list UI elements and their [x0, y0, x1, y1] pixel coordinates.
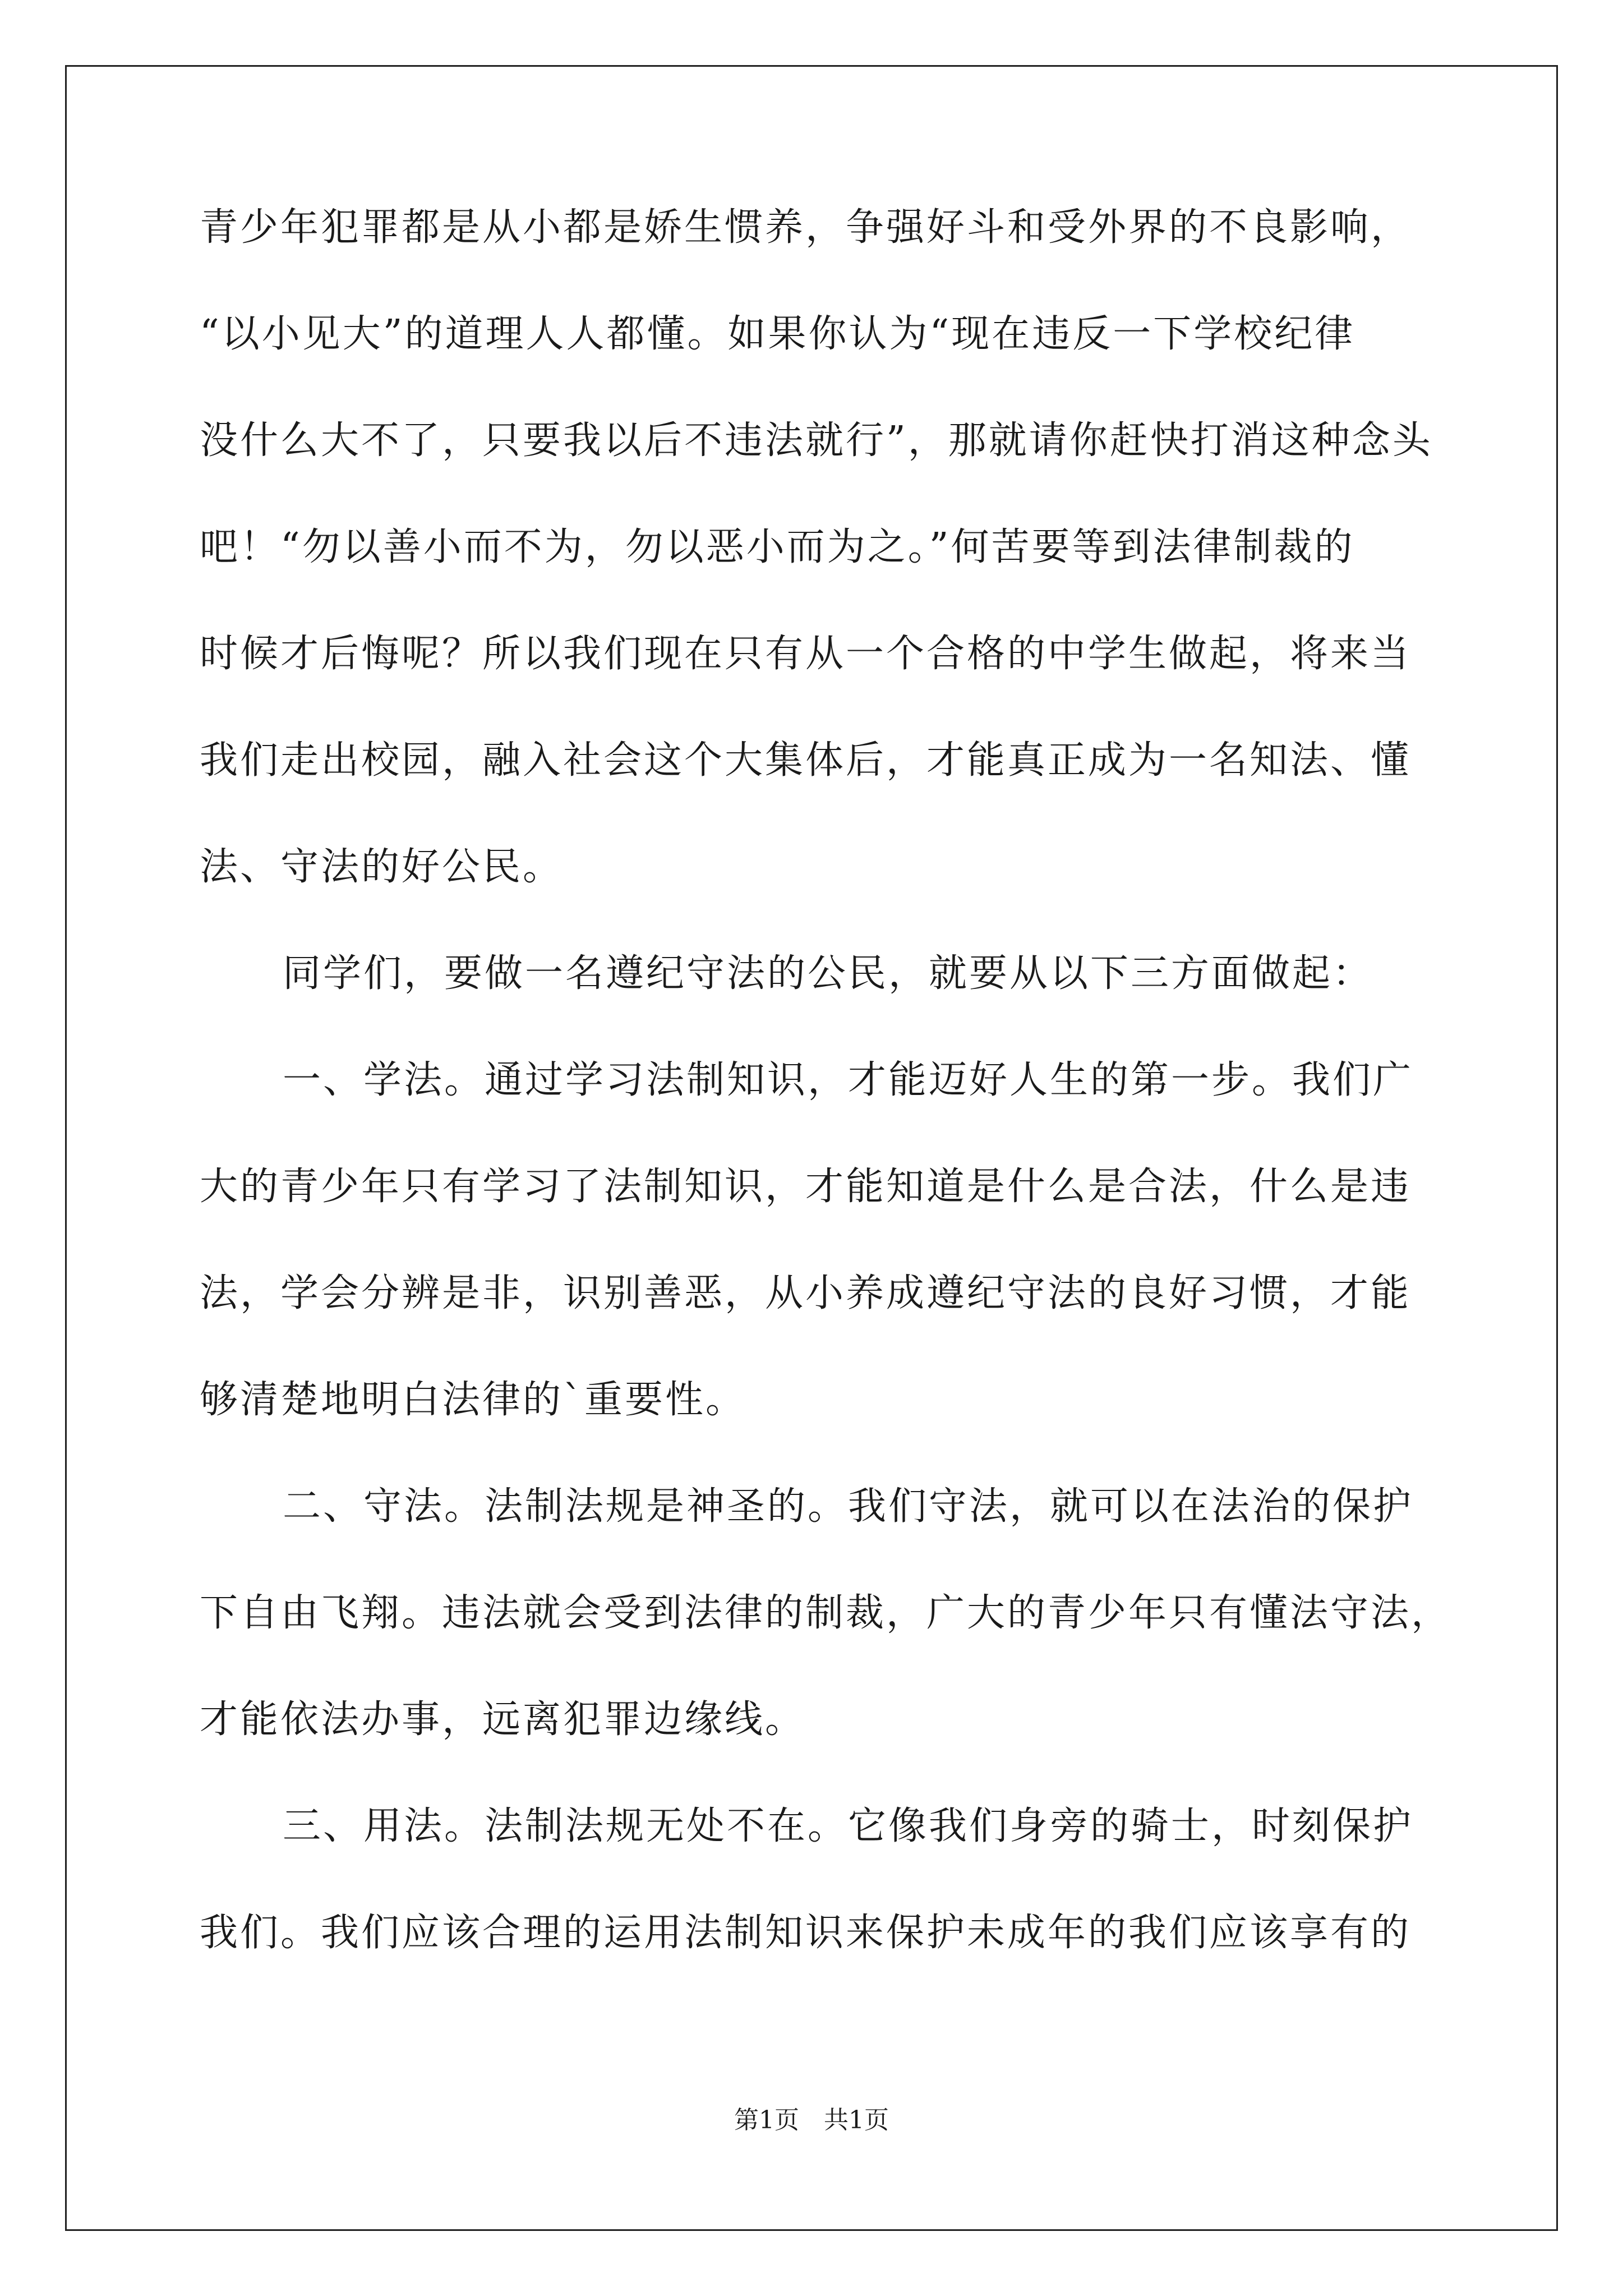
text-line: 我们走出校园，融入社会这个大集体后，才能真正成为一名知法、懂: [200, 738, 1412, 783]
text-line: 大的青少年只有学习了法制知识，才能知道是什么是合法，什么是违: [200, 1165, 1412, 1209]
text-line: 够清楚地明白法律的`重要性。: [200, 1378, 746, 1422]
text-line: 吧！“勿以善小而不为，勿以恶小而为之。”何苦要等到法律制裁的: [200, 525, 1355, 569]
paragraph-start-line: 二、守法。法制法规是神圣的。我们守法，就可以在法治的保护: [283, 1484, 1414, 1529]
paragraph-start-line: 三、用法。法制法规无处不在。它像我们身旁的骑士，时刻保护: [283, 1804, 1414, 1848]
text-line: 时候才后悔呢？所以我们现在只有从一个合格的中学生做起，将来当: [200, 632, 1412, 676]
text-line: “以小见大”的道理人人都懂。如果你认为“现在违反一下学校纪律: [200, 312, 1355, 356]
text-line: 青少年犯罪都是从小都是娇生惯养，争强好斗和受外界的不良影响，: [200, 205, 1412, 250]
paragraph-start-line: 一、学法。通过学习法制知识，才能迈好人生的第一步。我们广: [283, 1058, 1414, 1102]
text-line: 下自由飞翔。违法就会受到法律的制裁，广大的青少年只有懂法守法，: [200, 1591, 1452, 1635]
text-line: 法、守法的好公民。: [200, 845, 564, 889]
page-number-footer: 第1页 共1页: [734, 2106, 889, 2134]
text-line: 才能依法办事，远离犯罪边缘线。: [200, 1697, 806, 1742]
page-border: [65, 65, 1558, 2231]
text-line: 法，学会分辨是非，识别善恶，从小养成遵纪守法的良好习惯，才能: [200, 1271, 1412, 1315]
text-line: 我们。我们应该合理的运用法制知识来保护未成年的我们应该享有的: [200, 1911, 1412, 1955]
text-line: 没什么大不了，只要我以后不违法就行”，那就请你赶快打消这种念头: [200, 418, 1433, 463]
paragraph-start-line: 同学们，要做一名遵纪守法的公民，就要从以下三方面做起：: [283, 951, 1373, 996]
